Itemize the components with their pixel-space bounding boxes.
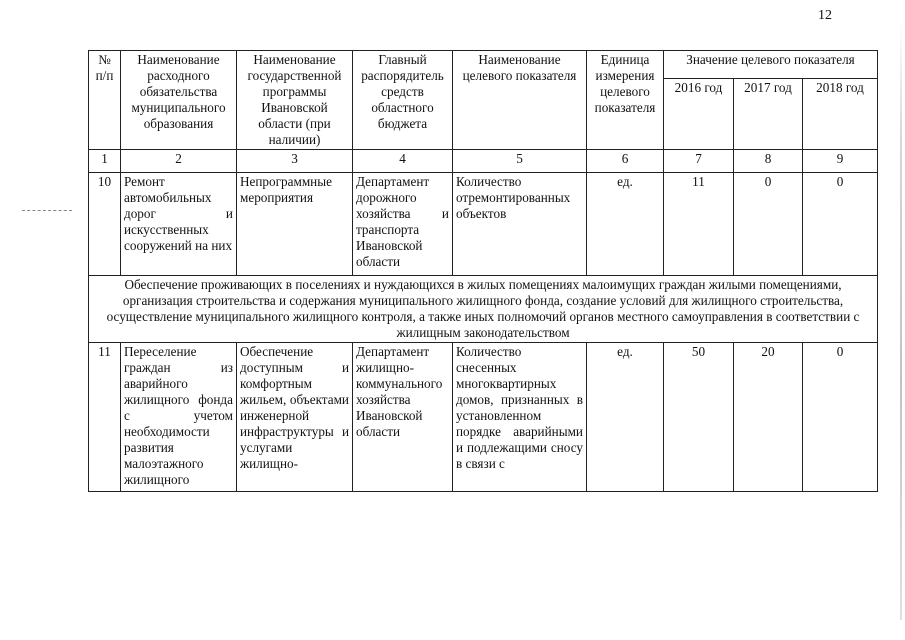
row-indicator: Количество снесенных многоквартирных домов, признанных в установленном порядке аварийными и подлежащими сносу в связи с xyxy=(453,343,587,492)
row-manager: Департамент жилищно-коммунального хозяйства Ивановской области xyxy=(353,343,453,492)
row-expense: Ремонт автомобильных дорог и искусственных сооружений на них xyxy=(121,173,237,276)
column-number: 4 xyxy=(353,150,453,173)
column-number: 5 xyxy=(453,150,587,173)
column-number: 2 xyxy=(121,150,237,173)
header-expense: Наименование расходного обязательства муниципального образования xyxy=(121,51,237,150)
header-year-2016: 2016 год xyxy=(664,79,734,150)
section-title: Обеспечение проживающих в поселениях и нуждающихся в жилых помещениях малоимущих граждан жилыми помещениями, организация строительства и содержания муниципального жилищного фонда, создание условий для жилищного строительства, осуществление муниципального жилищного контроля, а также иных полномочий органов местного самоуправления в соответствии с жилищным законодательством xyxy=(89,276,878,343)
column-number-row xyxy=(89,150,878,173)
row-unit: ед. xyxy=(587,173,664,276)
header-program: Наименование государственной программы Ивановской области (при наличии) xyxy=(237,51,353,150)
header-value-group: Значение целевого показателя xyxy=(664,51,878,79)
scan-dash-mark xyxy=(22,210,72,211)
header-unit: Единица измерения целевого показателя xyxy=(587,51,664,150)
row-value-2017: 20 xyxy=(734,343,803,492)
section-heading-row xyxy=(89,276,878,343)
header-row xyxy=(89,51,878,79)
page-number: 12 xyxy=(818,8,832,23)
row-value-2018: 0 xyxy=(803,343,878,492)
column-number: 9 xyxy=(803,150,878,173)
row-value-2018: 0 xyxy=(803,173,878,276)
row-expense: Переселение граждан из аварийного жилищного фонда с учетом необходимости развития малоэтажного жилищного xyxy=(121,343,237,492)
header-year-2018: 2018 год xyxy=(803,79,878,150)
row-unit: ед. xyxy=(587,343,664,492)
row-indicator: Количество отремонтированных объектов xyxy=(453,173,587,276)
column-number: 8 xyxy=(734,150,803,173)
row-num: 10 xyxy=(89,173,121,276)
header-indicator: Наименование целевого показателя xyxy=(453,51,587,150)
table-row xyxy=(89,343,878,492)
row-value-2016: 50 xyxy=(664,343,734,492)
header-manager: Главный распорядитель средств областного бюджета xyxy=(353,51,453,150)
column-number: 6 xyxy=(587,150,664,173)
table-row xyxy=(89,173,878,276)
header-num: № п/п xyxy=(89,51,121,150)
row-value-2017: 0 xyxy=(734,173,803,276)
row-manager: Департамент дорожного хозяйства и транспорта Ивановской области xyxy=(353,173,453,276)
target-indicators-table xyxy=(88,50,878,492)
scan-edge-shadow xyxy=(900,20,902,620)
column-number: 3 xyxy=(237,150,353,173)
row-program: Непрограммные мероприятия xyxy=(237,173,353,276)
column-number: 7 xyxy=(664,150,734,173)
header-year-2017: 2017 год xyxy=(734,79,803,150)
row-value-2016: 11 xyxy=(664,173,734,276)
row-num: 11 xyxy=(89,343,121,492)
column-number: 1 xyxy=(89,150,121,173)
row-program: Обеспечение доступным и комфортным жильем, объектами инженерной инфраструктуры и услугами жилищно- xyxy=(237,343,353,492)
